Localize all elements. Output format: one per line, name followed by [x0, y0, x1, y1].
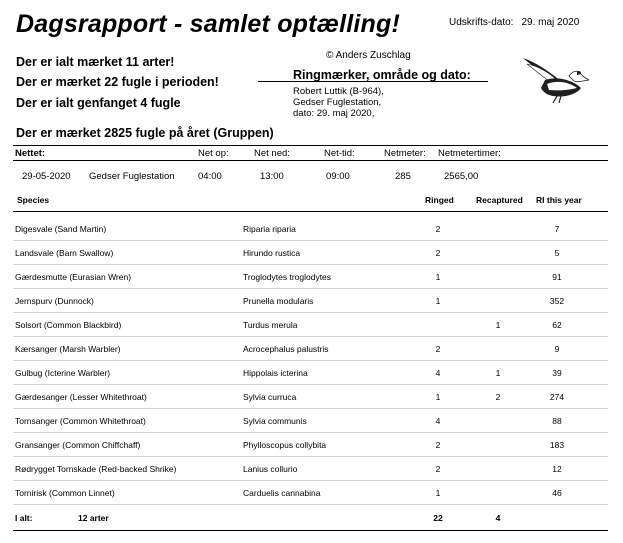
- ringer-place: Gedser Fuglestation,: [293, 97, 382, 108]
- danish-name: Gærdesanger (Lesser Whitethroat): [15, 392, 147, 402]
- table-row: [13, 216, 608, 241]
- ri-this-year: 39: [552, 368, 562, 378]
- col-header-species: Species: [17, 195, 50, 205]
- net-ned-value: 13:00: [260, 171, 284, 182]
- net-location: Gedser Fuglestation: [89, 171, 175, 182]
- danish-name: Solsort (Common Blackbird): [15, 320, 122, 330]
- total-recaptured: 4: [495, 513, 501, 523]
- danish-name: Rødrygget Tornskade (Red-backed Shrike): [15, 464, 177, 474]
- table-row: [13, 456, 608, 481]
- ri-this-year: 352: [549, 296, 565, 306]
- latin-name: Hirundo rustica: [243, 248, 301, 258]
- net-ned-header: Net ned:: [254, 148, 290, 159]
- ri-this-year: 5: [554, 248, 560, 258]
- col-header-recaptured: Recaptured: [476, 195, 523, 205]
- summary-birds-period: Der er mærket 22 fugle i perioden!: [16, 75, 219, 89]
- latin-name: Turdus merula: [243, 320, 298, 330]
- total-species-count: 12 arter: [78, 513, 109, 523]
- ringer-name: Robert Luttik (B-964),: [293, 86, 384, 97]
- ringed-count: 2: [435, 440, 441, 450]
- latin-name: Hippolais icterina: [243, 368, 308, 378]
- ringer-divider: [258, 81, 488, 82]
- net-header-divider: [13, 160, 608, 161]
- latin-name: Sylvia communis: [243, 416, 307, 426]
- ringed-count: 2: [435, 344, 441, 354]
- total-label: I alt:: [15, 513, 33, 523]
- table-row: [13, 264, 608, 289]
- print-date-label: Udskrifts-dato:: [449, 17, 514, 28]
- ringed-count: 1: [435, 272, 441, 282]
- eider-duck-icon: [517, 46, 589, 104]
- summary-species-count: Der er ialt mærket 11 arter!: [16, 55, 175, 69]
- table-row: [13, 384, 608, 409]
- ri-this-year: 9: [554, 344, 560, 354]
- table-row: [13, 432, 608, 457]
- net-tid-value: 09:00: [326, 171, 350, 182]
- ringer-heading: Ringmærker, område og dato:: [293, 68, 471, 82]
- danish-name: Digesvale (Sand Martin): [15, 224, 107, 234]
- table-row: [13, 480, 608, 505]
- recaptured-count: 1: [495, 320, 501, 330]
- netmeter-header: Netmeter:: [384, 148, 426, 159]
- ri-this-year: 12: [552, 464, 562, 474]
- net-op-header: Net op:: [198, 148, 229, 159]
- latin-name: Carduelis cannabina: [243, 488, 321, 498]
- ringed-count: 4: [435, 416, 441, 426]
- ringed-count: 2: [435, 464, 441, 474]
- table-row: [13, 288, 608, 313]
- danish-name: Tornirisk (Common Linnet): [15, 488, 115, 498]
- net-top-divider: [13, 145, 608, 146]
- ringer-details: [293, 86, 384, 119]
- ri-this-year: 91: [552, 272, 562, 282]
- netmetertimer-header: Netmetertimer:: [438, 148, 501, 159]
- ri-this-year: 88: [552, 416, 562, 426]
- ringed-count: 2: [435, 224, 441, 234]
- copyright: © Anders Zuschlag: [326, 50, 411, 61]
- table-row: [13, 336, 608, 361]
- print-date: [449, 17, 579, 28]
- summary-year-total: Der er mærket 2825 fugle på året (Gruppen): [16, 126, 274, 140]
- net-tid-header: Net-tid:: [324, 148, 355, 159]
- latin-name: Phylloscopus collybita: [243, 440, 327, 450]
- netmetertimer-value: 2565,00: [444, 171, 479, 182]
- latin-name: Prunella modularis: [243, 296, 314, 306]
- ringer-date: dato: 29. maj 2020,: [293, 108, 375, 119]
- col-header-ri-this-year: RI this year: [536, 195, 582, 205]
- danish-name: Gærdesmutte (Eurasian Wren): [15, 272, 132, 282]
- page-title: Dagsrapport - samlet optælling!: [16, 10, 401, 38]
- netmeter-value: 285: [395, 171, 411, 182]
- ringed-count: 1: [435, 488, 441, 498]
- summary-recaptured: Der er ialt genfanget 4 fugle: [16, 96, 181, 110]
- ringed-count: 1: [435, 392, 441, 402]
- table-row: [13, 408, 608, 433]
- print-date-value: 29. maj 2020: [521, 17, 580, 28]
- net-op-value: 04:00: [198, 171, 222, 182]
- table-row: [13, 312, 608, 337]
- ringed-count: 1: [435, 296, 441, 306]
- col-header-ringed: Ringed: [425, 195, 454, 205]
- latin-name: Sylvia curruca: [243, 392, 297, 402]
- net-date: 29-05-2020: [22, 171, 71, 182]
- recaptured-count: 1: [495, 368, 501, 378]
- table-row: [13, 240, 608, 265]
- ri-this-year: 46: [552, 488, 562, 498]
- ri-this-year: 183: [549, 440, 565, 450]
- net-label: Nettet:: [15, 148, 46, 159]
- danish-name: Gransanger (Common Chiffchaff): [15, 440, 141, 450]
- latin-name: Troglodytes troglodytes: [243, 272, 332, 282]
- latin-name: Riparia riparia: [243, 224, 296, 234]
- table-header-divider: [13, 211, 608, 212]
- latin-name: Lanius collurio: [243, 464, 298, 474]
- recaptured-count: 2: [495, 392, 501, 402]
- danish-name: Landsvale (Barn Swallow): [15, 248, 114, 258]
- ri-this-year: 62: [552, 320, 562, 330]
- ringed-count: 2: [435, 248, 441, 258]
- total-ringed: 22: [433, 513, 443, 523]
- danish-name: Tornsanger (Common Whitethroat): [15, 416, 146, 426]
- danish-name: Kærsanger (Marsh Warbler): [15, 344, 121, 354]
- danish-name: Jernspurv (Dunnock): [15, 296, 94, 306]
- table-row: [13, 360, 608, 385]
- ri-this-year: 7: [554, 224, 560, 234]
- ringed-count: 4: [435, 368, 441, 378]
- ri-this-year: 274: [549, 392, 565, 402]
- latin-name: Acrocephalus palustris: [243, 344, 329, 354]
- danish-name: Gulbug (Icterine Warbler): [15, 368, 111, 378]
- totals-bottom-divider: [13, 530, 608, 531]
